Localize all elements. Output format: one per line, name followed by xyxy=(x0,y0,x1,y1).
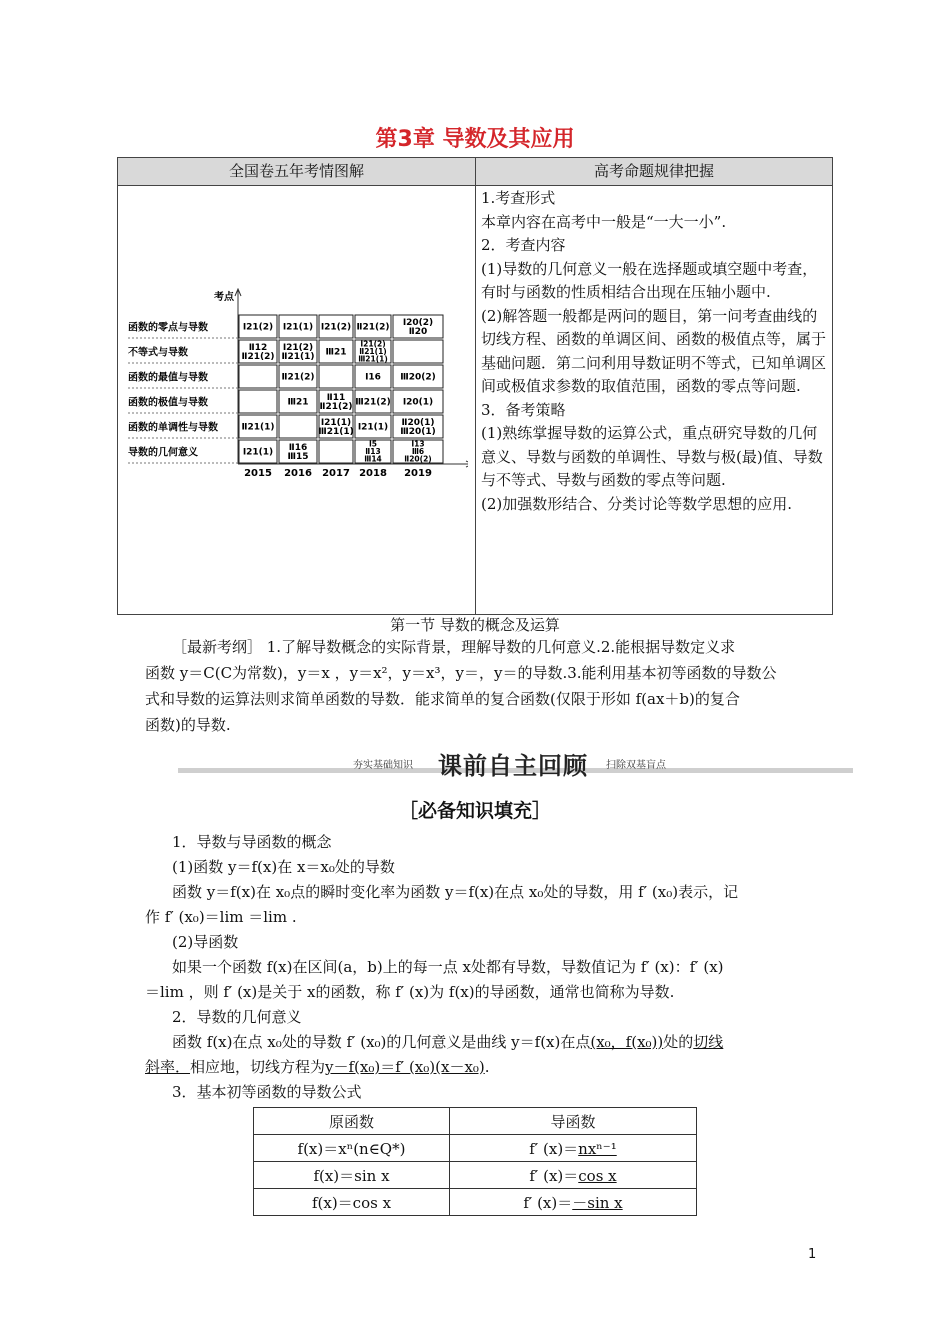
cell-label: Ⅰ16 xyxy=(365,372,381,383)
text: f′ (x)＝ xyxy=(529,1166,579,1185)
topic-label: 函数的零点与导数 xyxy=(128,322,208,334)
grid-cell xyxy=(319,365,353,388)
topic-label: 不等式与导数 xyxy=(128,347,188,359)
page-number: 1 xyxy=(808,1247,817,1262)
cell-label: Ⅰ21(2) xyxy=(282,343,314,354)
heading-2: 2．导数的几何意义 xyxy=(172,1008,302,1026)
table-row xyxy=(254,1135,697,1162)
rules-text xyxy=(481,187,829,516)
para-line xyxy=(145,1056,490,1080)
rule-line: (2)解答题一般都是两问的题目，第一问考查曲线的切线方程、函数的单调区间、函数的极值点等，属于基础问题．第二问利用导数证明不等式，已知单调区间或极值求参数的取值范围，函数的零点等问题. xyxy=(481,306,827,395)
rule-line: (2)加强数形结合、分类讨论等数学思想的应用. xyxy=(481,494,793,513)
y-axis-label: 考点 xyxy=(214,292,234,303)
cell-label: Ⅱ21(2) xyxy=(319,402,353,413)
derivative-table xyxy=(253,1107,697,1216)
text: f′ (x)＝ xyxy=(523,1193,573,1212)
cell-label: Ⅰ21(1) xyxy=(320,418,352,429)
cell-label: Ⅰ20(2) xyxy=(402,318,434,329)
cell-label: Ⅰ21(1) xyxy=(357,422,389,433)
rule-line: 2．考查内容 xyxy=(481,236,566,254)
text: 相应地，切线方程为 xyxy=(190,1058,326,1076)
cell-label: Ⅱ20(2) xyxy=(404,454,432,464)
cell-label: Ⅰ21(2) xyxy=(360,339,386,349)
chapter-title: 第3章 导数及其应用 xyxy=(375,127,575,152)
topic-label: 函数的极值与导数 xyxy=(128,397,208,409)
rule-line: 3．备考策略 xyxy=(481,400,566,419)
cell-label: Ⅰ21(1) xyxy=(242,447,274,458)
year-label: 2015 xyxy=(244,468,272,479)
cell-label: Ⅱ13 xyxy=(365,447,381,457)
table-header-left: 全国卷五年考情图解 xyxy=(228,162,364,180)
text: 函数 f(x)在点 x₀处的导数 f′ (x₀)的几何意义是曲线 y＝f(x)在点 xyxy=(172,1033,591,1051)
cell-label: Ⅰ5 xyxy=(368,439,378,449)
syllabus-line: 式和导数的运算法则求简单函数的导数．能求简单的复合函数(仅限于形如 f(ax＋b)的复合 xyxy=(145,690,740,708)
year-label: 2016 xyxy=(284,468,312,479)
cell-label: Ⅲ21 xyxy=(287,397,309,408)
orig-func: f(x)＝cos x xyxy=(254,1189,450,1216)
cell-label: Ⅱ21(2) xyxy=(241,352,275,363)
grid-cell xyxy=(239,365,277,388)
grid-cell xyxy=(239,390,277,413)
para-line: 作 f′ (x₀)＝lim ＝lim . xyxy=(145,908,297,926)
syllabus-line: 函数)的导数. xyxy=(145,716,231,734)
table-row xyxy=(254,1162,697,1189)
col-header: 导函数 xyxy=(450,1108,697,1135)
year-label: 2019 xyxy=(404,468,432,479)
answer-blank: 切线 xyxy=(693,1033,724,1051)
cell-label: Ⅰ20(1) xyxy=(402,397,434,408)
rule-line: 本章内容在高考中一般是“一大一小”. xyxy=(481,212,727,231)
cell-label: Ⅱ21(2) xyxy=(281,372,315,383)
cell-label: Ⅰ21(1) xyxy=(282,322,314,333)
heading-1-1: (1)函数 y＝f(x)在 x＝x₀处的导数 xyxy=(172,858,395,876)
deriv-func xyxy=(450,1135,697,1162)
cell-label: Ⅲ21(1) xyxy=(358,354,388,364)
cell-label: Ⅲ20(1) xyxy=(400,427,436,438)
cell-label: Ⅲ15 xyxy=(287,452,309,463)
answer-blank: y－f(x₀)＝f′ (x₀)(x－x₀) xyxy=(325,1058,485,1076)
cell-label: Ⅱ20 xyxy=(408,327,428,338)
cell-label: Ⅱ20(1) xyxy=(401,418,435,429)
topic-label: 导数的几何意义 xyxy=(128,447,198,459)
table-header-right: 高考命题规律把握 xyxy=(593,162,714,180)
deriv-func xyxy=(450,1162,697,1189)
year-label: 2017 xyxy=(322,468,350,479)
cell-label: Ⅱ21(1) xyxy=(359,347,387,357)
table-divider xyxy=(475,158,476,614)
text: 处的 xyxy=(663,1033,694,1051)
syllabus-line: 函数 y＝C(C为常数)，y＝x ，y＝x²，y＝x³，y＝，y＝的导数.3.能利用基本初等函数的导数公 xyxy=(145,664,777,682)
para-line: 函数 y＝f(x)在 x₀点的瞬时变化率为函数 y＝f(x)在点 x₀处的导数，用 f′ (x₀)表示，记 xyxy=(172,883,739,901)
col-header: 原函数 xyxy=(254,1108,450,1135)
cell-label: Ⅰ21(2) xyxy=(242,322,274,333)
text: f′ (x)＝ xyxy=(529,1139,579,1158)
grid-cell xyxy=(319,440,353,463)
para-line: 如果一个函数 f(x)在区间(a，b)上的每一点 x处都有导数，导数值记为 f′ (x)：f′ (x) xyxy=(172,958,724,976)
cell-label: Ⅲ20(2) xyxy=(400,372,436,383)
cell-label: Ⅲ14 xyxy=(364,454,382,464)
rule-line: 1.考查形式 xyxy=(481,189,556,207)
banner-main-text: 课前自主回顾 xyxy=(438,752,588,780)
orig-func: f(x)＝sin x xyxy=(254,1162,450,1189)
cell-label: Ⅲ21 xyxy=(325,347,347,358)
cell-label: Ⅱ21(1) xyxy=(241,422,275,433)
cell-label: Ⅱ21(2) xyxy=(356,322,390,333)
section-title: 第一节 导数的概念及运算 xyxy=(390,616,560,634)
rule-line: (1)导数的几何意义一般在选择题或填空题中考查，有时与函数的性质相结合出现在压轴小题中. xyxy=(481,259,818,301)
grid-cell xyxy=(279,415,317,438)
table-header-row xyxy=(254,1108,697,1135)
exam-chart xyxy=(128,288,468,508)
para-line: ＝lim ，则 f′ (x)是关于 x的函数，称 f′ (x)为 f(x)的导函数，通常也简称为导数. xyxy=(145,983,675,1001)
answer-blank: (x₀，f(x₀)) xyxy=(590,1033,664,1051)
cell-label: Ⅱ11 xyxy=(326,393,346,404)
knowledge-heading: ［必备知识填充］ xyxy=(398,800,551,822)
answer-blank: －sin x xyxy=(572,1193,623,1212)
topic-label: 函数的单调性与导数 xyxy=(128,422,218,434)
rule-line: (1)熟练掌握导数的运算公式，重点研究导数的几何意义、导数与函数的单调性、导数与极(最)值、导数与不等式、导数与函数的零点等问题. xyxy=(481,424,823,489)
cell-label: Ⅲ21(1) xyxy=(318,427,354,438)
heading-1-2: (2)导函数 xyxy=(172,933,239,951)
section-banner xyxy=(178,746,853,780)
orig-func: f(x)＝xⁿ(n∈Q*) xyxy=(254,1135,450,1162)
year-label: 2018 xyxy=(359,468,387,479)
syllabus-line: ［最新考纲］ 1.了解导数概念的实际背景，理解导数的几何意义.2.能根据导数定义求 xyxy=(172,638,736,656)
cell-label: Ⅱ16 xyxy=(288,443,308,454)
answer-blank: nxⁿ⁻¹ xyxy=(578,1139,617,1158)
cell-label: Ⅲ21(2) xyxy=(355,397,391,408)
cell-label: Ⅱ12 xyxy=(248,343,268,354)
topic-label: 函数的最值与导数 xyxy=(128,372,208,384)
heading-1: 1．导数与导函数的概念 xyxy=(172,833,332,851)
cell-label: Ⅱ21(1) xyxy=(281,352,315,363)
para-line xyxy=(172,1031,723,1055)
cell-label: Ⅲ6 xyxy=(411,447,425,457)
answer-blank: cos x xyxy=(578,1166,617,1185)
heading-3: 3．基本初等函数的导数公式 xyxy=(172,1083,362,1101)
table-row xyxy=(254,1189,697,1216)
deriv-func xyxy=(450,1189,697,1216)
answer-blank: 斜率． xyxy=(145,1058,191,1076)
banner-right-text: 扫除双基盲点 xyxy=(606,760,666,771)
cell-label: Ⅰ13 xyxy=(411,439,425,449)
exam-analysis-table xyxy=(117,157,833,615)
cell-label: Ⅰ21(2) xyxy=(320,322,352,333)
grid-cell xyxy=(393,340,443,363)
text: . xyxy=(484,1058,490,1076)
banner-left-text: 夯实基础知识 xyxy=(353,760,413,771)
